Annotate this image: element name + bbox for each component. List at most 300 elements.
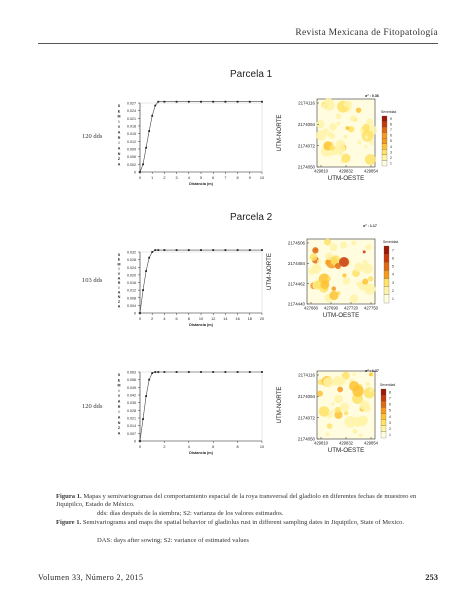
semivariogram-point bbox=[225, 249, 227, 251]
semivariogram-point bbox=[164, 249, 166, 251]
x-tick-label: 4 bbox=[187, 176, 190, 180]
semivariogram-y-label-letter: R bbox=[117, 135, 121, 140]
dds-label-3: 120 dds bbox=[82, 403, 103, 410]
map-y-tick-label: 2174094 bbox=[297, 121, 315, 127]
severity-patch bbox=[362, 279, 368, 285]
severity-patch bbox=[351, 240, 356, 245]
severity-patch bbox=[350, 115, 356, 121]
severity-patch bbox=[362, 260, 367, 265]
severity-legend-swatch bbox=[382, 122, 387, 128]
semivariogram-y-label-letter: I bbox=[118, 141, 120, 146]
semivariogram-point bbox=[142, 163, 144, 165]
x-tick-label: 9 bbox=[248, 176, 251, 180]
y-tick-label: 0.004 bbox=[127, 303, 136, 308]
y-tick-label: 0.056 bbox=[127, 378, 136, 383]
semivariogram-point bbox=[148, 379, 150, 381]
severity-legend-swatch bbox=[381, 395, 386, 401]
map-x-tick-label: 429854 bbox=[364, 440, 378, 446]
severity-patch bbox=[350, 294, 358, 302]
severity-legend-label: 8 bbox=[389, 390, 391, 395]
y-tick-label: 0.008 bbox=[127, 296, 136, 301]
panel-title-parcela-1: Parcela 1 bbox=[230, 69, 273, 80]
map-y-tick-label: 2174116 bbox=[298, 372, 315, 378]
severity-legend-swatch bbox=[381, 432, 386, 438]
map-y-tick-label: 2174050 bbox=[297, 164, 315, 170]
dds-label-2: 103 dds bbox=[82, 277, 103, 284]
severity-patch bbox=[323, 377, 333, 387]
x-tick-label: 0 bbox=[138, 445, 142, 449]
caption-es-note: dds: días después de la siembra; S2: varianza de los valores estimados. bbox=[97, 510, 284, 517]
severity-patch bbox=[362, 263, 373, 274]
semivariogram-point bbox=[225, 371, 227, 373]
severity-patch bbox=[364, 145, 367, 148]
map-x-tick-label: 429810 bbox=[314, 168, 328, 174]
semivariogram-y-label-letter: A bbox=[117, 290, 121, 295]
severity-legend-swatch bbox=[381, 426, 386, 432]
severity-patch bbox=[352, 417, 362, 427]
x-tick-label: 2 bbox=[163, 445, 166, 449]
severity-legend-label: 9 bbox=[390, 116, 392, 121]
map-variance-label: σ² : 1.37 bbox=[365, 369, 379, 373]
x-tick-label: 12 bbox=[211, 317, 216, 321]
map-y-tick-label: 2174050 bbox=[297, 436, 315, 442]
severity-legend-swatch bbox=[382, 155, 387, 161]
severity-patch bbox=[329, 291, 338, 300]
semivariogram-point bbox=[151, 372, 153, 374]
severity-legend-label: 6 bbox=[392, 256, 394, 261]
severity-patch bbox=[369, 389, 373, 393]
caption-en-note: DAS: days after sowing; S2: variance of estimated values bbox=[97, 537, 249, 544]
semivariogram-point bbox=[157, 249, 159, 251]
semivariogram-y-label-letter: A bbox=[117, 162, 121, 167]
severity-legend-label: 7 bbox=[390, 128, 392, 133]
semivariogram-point bbox=[145, 395, 147, 397]
x-tick-label: 3 bbox=[175, 176, 178, 180]
semivariogram-point bbox=[176, 101, 178, 103]
y-tick-label: 0.049 bbox=[127, 385, 136, 390]
semivariogram-point bbox=[200, 101, 202, 103]
semivariogram-point bbox=[249, 249, 251, 251]
y-tick-label: 0.006 bbox=[127, 155, 136, 160]
semivariogram-y-label-letter: M bbox=[117, 262, 121, 267]
severity-legend-swatch bbox=[381, 389, 386, 395]
semivariogram-y-label-letter: I bbox=[118, 410, 120, 415]
map-y-tick-label: 2174072 bbox=[297, 415, 315, 421]
semivariogram-y-label-letter: A bbox=[117, 415, 121, 420]
x-tick-label: 8 bbox=[187, 317, 190, 321]
x-tick-label: 10 bbox=[259, 176, 265, 180]
semivariogram-y-label-letter: I bbox=[118, 388, 120, 393]
severity-patch bbox=[314, 248, 317, 251]
semivariogram-point bbox=[261, 249, 263, 251]
severity-patch bbox=[368, 276, 373, 281]
semivariogram-point bbox=[176, 371, 178, 373]
severity-patch bbox=[353, 429, 358, 434]
semivariogram-point bbox=[154, 371, 156, 373]
dds-label-1: 120 dds bbox=[82, 133, 103, 140]
severity-patch bbox=[365, 154, 376, 165]
semivariogram-y-label-letter: A bbox=[117, 130, 121, 135]
semivariogram-point bbox=[142, 418, 144, 420]
map-y-axis-label: UTM-NORTE bbox=[266, 252, 273, 291]
caption-es-label: Figura 1. bbox=[56, 493, 82, 500]
severity-legend-swatch bbox=[384, 262, 389, 270]
severity-patch bbox=[365, 244, 371, 250]
semivariogram-point bbox=[148, 257, 150, 259]
semivariogram-point bbox=[139, 440, 141, 442]
severity-legend-swatch bbox=[381, 407, 386, 413]
semivariogram-point bbox=[261, 371, 263, 373]
figure-caption-es bbox=[56, 493, 422, 509]
severity-legend-label: 4 bbox=[392, 272, 394, 277]
semivariogram-model-line bbox=[140, 102, 262, 172]
y-tick-label: 0 bbox=[134, 439, 136, 444]
severity-patch bbox=[354, 263, 363, 272]
map-x-axis-label: UTM-OESTE bbox=[322, 312, 360, 319]
severity-legend-title: Severidad bbox=[380, 383, 396, 387]
semivariogram-y-label-letter: N bbox=[117, 295, 121, 300]
semivariogram-y-label-letter: A bbox=[117, 146, 121, 151]
y-tick-label: 0.020 bbox=[127, 273, 136, 278]
semivariogram-point bbox=[212, 101, 214, 103]
y-tick-label: 0.009 bbox=[127, 147, 136, 152]
semivariogram-point bbox=[212, 249, 214, 251]
semivariogram-point bbox=[154, 249, 156, 251]
semivariogram-y-label-letter: V bbox=[117, 271, 121, 276]
semivariogram-model-line bbox=[140, 372, 262, 441]
severity-legend-label: 3 bbox=[389, 420, 391, 425]
severity-patch bbox=[365, 135, 369, 139]
severity-legend-swatch bbox=[384, 246, 389, 254]
y-tick-label: 0.014 bbox=[127, 424, 136, 429]
severity-patch bbox=[336, 113, 342, 119]
footer-volume: Volumen 33, Número 2, 2015 bbox=[38, 573, 144, 582]
severity-patch bbox=[359, 400, 369, 410]
semivariogram-frame-1 bbox=[140, 103, 262, 172]
figure-caption-es-note bbox=[97, 510, 422, 518]
semivariogram-x-label: Distancia (m) bbox=[189, 451, 213, 455]
caption-es-text: Mapas y semivariogramas del comportamiento espacial de la roya transversal del gladiolo en diferentes fechas de muestreo en Jiquipilco, Estado de México. bbox=[56, 493, 417, 509]
semivariogram-point bbox=[139, 171, 141, 173]
semivariogram-point bbox=[200, 371, 202, 373]
semivariogram-y-label-letter: I bbox=[118, 119, 120, 124]
semivariogram-y-label-letter: Z bbox=[117, 426, 121, 431]
severity-patch bbox=[322, 104, 327, 109]
x-tick-label: 7 bbox=[224, 176, 227, 180]
severity-patch bbox=[317, 391, 323, 397]
semivariogram-point bbox=[249, 371, 251, 373]
severity-legend-label: 1 bbox=[390, 161, 392, 166]
semivariogram-y-label-letter: I bbox=[118, 285, 120, 290]
severity-patch bbox=[340, 242, 347, 249]
map-variance-label: σ² : 1.17 bbox=[363, 224, 377, 228]
y-tick-label: 0.016 bbox=[127, 281, 136, 285]
semivariogram-point bbox=[139, 312, 141, 314]
semivariogram-y-label-letter: E bbox=[117, 257, 121, 262]
y-tick-label: 0.028 bbox=[127, 258, 136, 263]
x-tick-label: 20 bbox=[259, 317, 265, 321]
map-y-tick-label: 2174072 bbox=[297, 143, 315, 149]
severity-patch bbox=[329, 145, 335, 151]
x-tick-label: 14 bbox=[223, 317, 228, 321]
severity-patch bbox=[364, 387, 375, 398]
map-x-tick-label: 427750 bbox=[364, 305, 378, 311]
severity-legend-label: 4 bbox=[390, 144, 392, 149]
semivariogram-point bbox=[176, 249, 178, 251]
x-tick-label: 6 bbox=[212, 176, 215, 180]
y-tick-label: 0.015 bbox=[127, 132, 136, 137]
severity-patch bbox=[340, 403, 349, 412]
semivariogram-y-label-letter: N bbox=[117, 420, 121, 425]
map-x-tick-label: 429832 bbox=[339, 168, 353, 174]
y-tick-label: 0.021 bbox=[127, 116, 136, 121]
semivariogram-y-label-letter: A bbox=[117, 431, 121, 436]
severity-legend-label: 7 bbox=[389, 396, 391, 401]
severity-patch bbox=[343, 277, 350, 284]
semivariogram-y-label-letter: R bbox=[117, 404, 121, 409]
x-tick-label: 8 bbox=[236, 445, 239, 449]
y-tick-label: 0.007 bbox=[127, 431, 136, 436]
severity-legend-swatch bbox=[384, 279, 389, 287]
severity-patch bbox=[352, 373, 355, 376]
y-tick-label: 0.002 bbox=[127, 162, 136, 167]
semivariogram-y-label-letter: R bbox=[117, 281, 121, 286]
severity-patch bbox=[357, 140, 361, 144]
semivariogram-point bbox=[145, 270, 147, 272]
y-tick-label: 0.012 bbox=[127, 288, 136, 293]
semivariogram-frame-2 bbox=[140, 252, 262, 313]
map-x-tick-label: 429854 bbox=[364, 168, 378, 174]
map-x-tick-label: 429810 bbox=[314, 440, 328, 446]
severity-legend-label: 6 bbox=[390, 133, 392, 138]
severity-legend-label: 1 bbox=[392, 297, 394, 302]
severity-legend-label: 8 bbox=[390, 122, 392, 127]
severity-legend-swatch bbox=[384, 287, 389, 295]
y-tick-label: 0.032 bbox=[127, 250, 136, 255]
semivariogram-y-label-letter: A bbox=[117, 399, 121, 404]
severity-patch bbox=[334, 395, 343, 404]
semivariogram-point bbox=[237, 371, 239, 373]
semivariogram-y-label-letter: V bbox=[117, 125, 121, 130]
semivariogram-model-line bbox=[140, 250, 262, 313]
severity-patch bbox=[327, 132, 333, 138]
severity-legend-label: 3 bbox=[390, 150, 392, 155]
semivariogram-point bbox=[154, 105, 156, 107]
y-tick-label: 0.027 bbox=[127, 101, 136, 106]
severity-legend-label: 1 bbox=[389, 433, 391, 438]
map-x-tick-label: 427690 bbox=[324, 305, 338, 311]
severity-legend-swatch bbox=[384, 270, 389, 278]
severity-patch bbox=[366, 382, 371, 387]
figure-caption-en-note bbox=[97, 537, 422, 545]
semivariogram-y-label-letter: E bbox=[117, 378, 121, 383]
semivariogram-point bbox=[188, 249, 190, 251]
severity-patch bbox=[326, 432, 330, 436]
severity-patch bbox=[338, 151, 343, 156]
severity-legend-swatch bbox=[384, 254, 389, 262]
map-y-tick-label: 2174440 bbox=[287, 301, 305, 307]
map-y-tick-label: 2174094 bbox=[297, 393, 315, 399]
map-x-tick-label: 427660 bbox=[304, 305, 318, 311]
severity-legend-swatch bbox=[381, 420, 386, 426]
semivariogram-point bbox=[188, 371, 190, 373]
x-tick-label: 8 bbox=[236, 176, 239, 180]
y-tick-label: 0.035 bbox=[127, 401, 136, 406]
severity-patch bbox=[338, 377, 346, 385]
x-tick-label: 6 bbox=[175, 317, 178, 321]
semivariogram-point bbox=[164, 371, 166, 373]
x-tick-label: 18 bbox=[247, 317, 252, 321]
semivariogram-y-label-letter: A bbox=[117, 276, 121, 281]
y-tick-label: 0.018 bbox=[127, 124, 136, 129]
severity-patch bbox=[327, 423, 333, 429]
severity-patch bbox=[331, 402, 335, 406]
semivariogram-y-label-letter: Z bbox=[117, 157, 121, 162]
y-tick-label: 0.063 bbox=[127, 370, 136, 375]
semivariogram-point bbox=[151, 115, 153, 117]
semivariogram-point bbox=[157, 371, 159, 373]
semivariogram-point bbox=[157, 101, 159, 103]
map-y-axis-label: UTM-NORTE bbox=[276, 114, 283, 152]
semivariogram-y-label-letter: Z bbox=[117, 299, 121, 304]
severity-legend-swatch bbox=[382, 144, 387, 150]
x-tick-label: 2 bbox=[151, 317, 154, 321]
severity-legend-label: 4 bbox=[389, 414, 391, 419]
semivariogram-y-label-letter: M bbox=[117, 114, 121, 119]
semivariogram-y-label-letter: V bbox=[117, 394, 121, 399]
semivariogram-point bbox=[151, 251, 153, 253]
severity-legend-swatch bbox=[381, 414, 386, 420]
semivariogram-point bbox=[237, 101, 239, 103]
semivariogram-point bbox=[188, 101, 190, 103]
severity-hotspot bbox=[335, 263, 341, 269]
severity-legend-swatch bbox=[382, 133, 387, 139]
severity-patch bbox=[356, 107, 361, 112]
map-y-tick-label: 2174484 bbox=[287, 260, 305, 266]
severity-legend-label: 5 bbox=[392, 264, 394, 269]
severity-legend-label: 2 bbox=[392, 288, 394, 293]
severity-legend-label: 5 bbox=[389, 408, 391, 413]
map-x-axis-label: UTM-OESTE bbox=[327, 447, 365, 454]
severity-legend-label: 7 bbox=[392, 248, 394, 253]
severity-patch bbox=[363, 250, 366, 253]
severity-patch bbox=[369, 141, 373, 145]
severity-patch bbox=[341, 154, 350, 163]
severity-legend-swatch bbox=[382, 127, 387, 133]
semivariogram-point bbox=[142, 289, 144, 291]
severity-patch bbox=[336, 122, 340, 126]
severity-patch bbox=[332, 286, 337, 291]
x-tick-label: 16 bbox=[235, 317, 240, 321]
map-x-tick-label: 429832 bbox=[339, 440, 353, 446]
severity-patch bbox=[321, 280, 330, 289]
severity-patch bbox=[329, 123, 337, 131]
x-tick-label: 2 bbox=[163, 176, 166, 180]
y-tick-label: 0.024 bbox=[127, 265, 136, 270]
x-tick-label: 0 bbox=[138, 176, 142, 180]
semivariogram-x-label: Distancia (m) bbox=[189, 182, 213, 186]
severity-legend-label: 6 bbox=[389, 402, 391, 407]
semivariogram-y-label-letter: S bbox=[117, 373, 121, 377]
map-x-tick-label: 427720 bbox=[344, 305, 358, 311]
semivariogram-point bbox=[200, 249, 202, 251]
map-y-tick-label: 2174462 bbox=[287, 281, 305, 287]
y-tick-label: 0.021 bbox=[127, 416, 136, 421]
x-tick-label: 1 bbox=[151, 176, 154, 180]
y-tick-label: 0.024 bbox=[127, 109, 136, 114]
semivariogram-point bbox=[249, 101, 251, 103]
x-tick-label: 6 bbox=[212, 445, 215, 449]
semivariogram-y-label-letter: E bbox=[117, 109, 121, 114]
severity-patch bbox=[359, 433, 363, 437]
severity-legend-swatch bbox=[382, 160, 387, 166]
semivariogram-point bbox=[212, 371, 214, 373]
map-y-axis-label: UTM-NORTE bbox=[276, 386, 283, 424]
semivariogram-y-label-letter: S bbox=[117, 104, 121, 108]
severity-patch bbox=[343, 135, 347, 139]
severity-patch bbox=[333, 382, 337, 386]
caption-en-text: Semivariograms and maps the spatial behavior of gladiolus rust in different sampling dates in Jiquipilco, State of Mexico. bbox=[82, 519, 405, 526]
semivariogram-point bbox=[145, 147, 147, 149]
map-x-axis-label: UTM-OESTE bbox=[327, 175, 365, 182]
y-tick-label: 0 bbox=[134, 170, 136, 175]
severity-patch bbox=[330, 243, 338, 251]
semivariogram-point bbox=[164, 101, 166, 103]
panel-title-parcela-2: Parcela 2 bbox=[230, 212, 273, 223]
semivariogram-point bbox=[237, 249, 239, 251]
severity-patch bbox=[324, 238, 331, 245]
y-tick-label: 0.012 bbox=[127, 139, 136, 144]
semivariogram-y-label-letter: S bbox=[117, 253, 121, 257]
y-tick-label: 0.042 bbox=[127, 393, 136, 398]
y-tick-label: 0.028 bbox=[127, 408, 136, 413]
journal-header: Revista Mexicana de Fitopatología bbox=[295, 28, 438, 38]
semivariogram-point bbox=[148, 130, 150, 132]
severity-legend-label: 2 bbox=[390, 155, 392, 160]
severity-patch bbox=[319, 406, 330, 417]
severity-legend-label: 5 bbox=[390, 139, 392, 144]
y-tick-label: 0 bbox=[134, 311, 136, 316]
semivariogram-y-label-letter: N bbox=[117, 151, 121, 156]
severity-legend-title: Severidad bbox=[383, 240, 399, 244]
severity-patch bbox=[330, 151, 335, 156]
semivariogram-frame-3 bbox=[140, 372, 262, 441]
severity-patch bbox=[344, 101, 351, 108]
severity-legend-label: 2 bbox=[389, 427, 391, 432]
severity-legend-swatch bbox=[382, 138, 387, 144]
semivariogram-y-label-letter: A bbox=[117, 304, 121, 309]
footer-page-number: 253 bbox=[425, 572, 438, 582]
map-y-tick-label: 2174116 bbox=[298, 100, 315, 106]
severity-patch bbox=[342, 273, 346, 277]
semivariogram-y-label-letter: I bbox=[118, 267, 120, 272]
caption-en-label: Figure 1. bbox=[56, 519, 82, 526]
x-tick-label: 5 bbox=[199, 176, 203, 180]
severity-legend-swatch bbox=[384, 295, 389, 303]
x-tick-label: 10 bbox=[198, 317, 204, 321]
map-variance-label: σ² : 0.36 bbox=[365, 94, 379, 98]
semivariogram-x-label: Distancia (m) bbox=[189, 323, 213, 327]
severity-patch bbox=[364, 283, 375, 294]
severity-patch bbox=[345, 126, 349, 130]
severity-legend-swatch bbox=[381, 401, 386, 407]
semivariogram-point bbox=[225, 101, 227, 103]
severity-patch bbox=[327, 277, 331, 281]
semivariogram-point bbox=[261, 101, 263, 103]
severity-legend-title: Severidad bbox=[381, 110, 397, 114]
severity-legend-swatch bbox=[382, 149, 387, 155]
severity-patch bbox=[310, 253, 317, 260]
